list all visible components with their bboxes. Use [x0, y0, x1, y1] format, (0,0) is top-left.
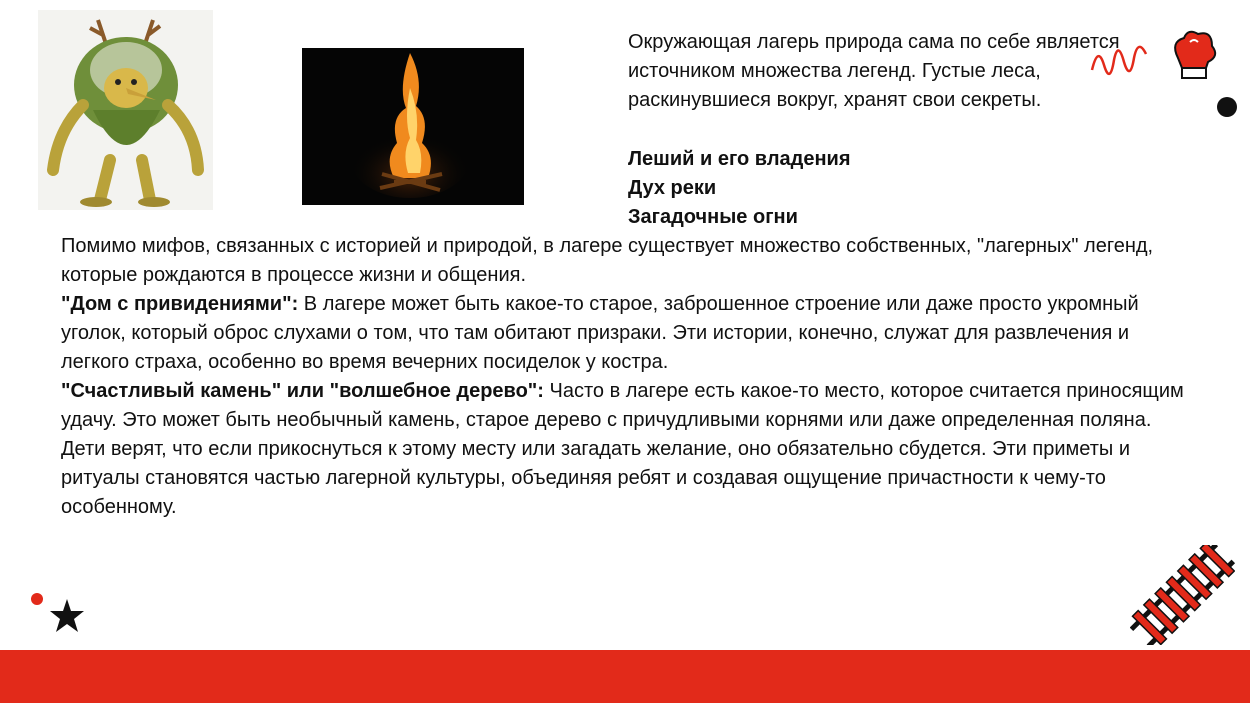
haunted-house-paragraph: [61, 290, 1191, 377]
lucky-stone-paragraph: [61, 377, 1191, 522]
haunted-house-title: "Дом с привидениями":: [61, 293, 299, 315]
body-text: [61, 232, 1191, 522]
star-icon: [48, 598, 86, 634]
campfire-image: [302, 48, 524, 205]
camp-legends-paragraph: Помимо мифов, связанных с историей и природой, в лагере существует множество собственных, "лагерных" легенд, которые рождаются в процессе жизни и общения.: [61, 235, 1154, 286]
legend-item-leshy: Леший и его владения: [628, 148, 851, 170]
squiggle-decoration-icon: [1090, 40, 1150, 80]
footer-bar: [0, 650, 1250, 703]
chef-hat-icon: [1168, 28, 1220, 82]
haunted-house-text: В лагере может быть какое-то старое, заброшенное строение или даже просто укромный уголок, который оброс слухами о том, что там обитают призраки. Эти истории, конечно, служат для развлечения и легкого страха, особенно во время вечерних посиделок у костра.: [61, 293, 1139, 373]
lucky-stone-text: Часто в лагере есть какое-то место, которое считается приносящим удачу. Это может быть необычный камень, старое дерево с причудливыми корнями или даже определенная поляна. Дети верят, что если прикоснуться к этому месту или загадать желание, оно обязательно сбудется. Эти приметы и ритуалы становятся частью лагерной культуры, объединяя ребят и создавая ощущение причастности к чему-то особенному.: [61, 380, 1184, 518]
legend-list: [628, 145, 851, 232]
intro-paragraph: Окружающая лагерь природа сама по себе является источником множества легенд. Густые леса, раскинувшиеся вокруг, хранят свои секреты.: [628, 31, 1120, 111]
leshy-image: [38, 10, 213, 210]
red-dot-decoration: [31, 593, 43, 605]
black-dot-decoration: [1217, 97, 1237, 117]
railway-track-icon: [1130, 545, 1235, 645]
legend-item-river-spirit: Дух реки: [628, 177, 717, 199]
lucky-stone-title: "Счастливый камень" или "волшебное дерево":: [61, 380, 544, 402]
legend-item-mysterious-lights: Загадочные огни: [628, 206, 798, 228]
